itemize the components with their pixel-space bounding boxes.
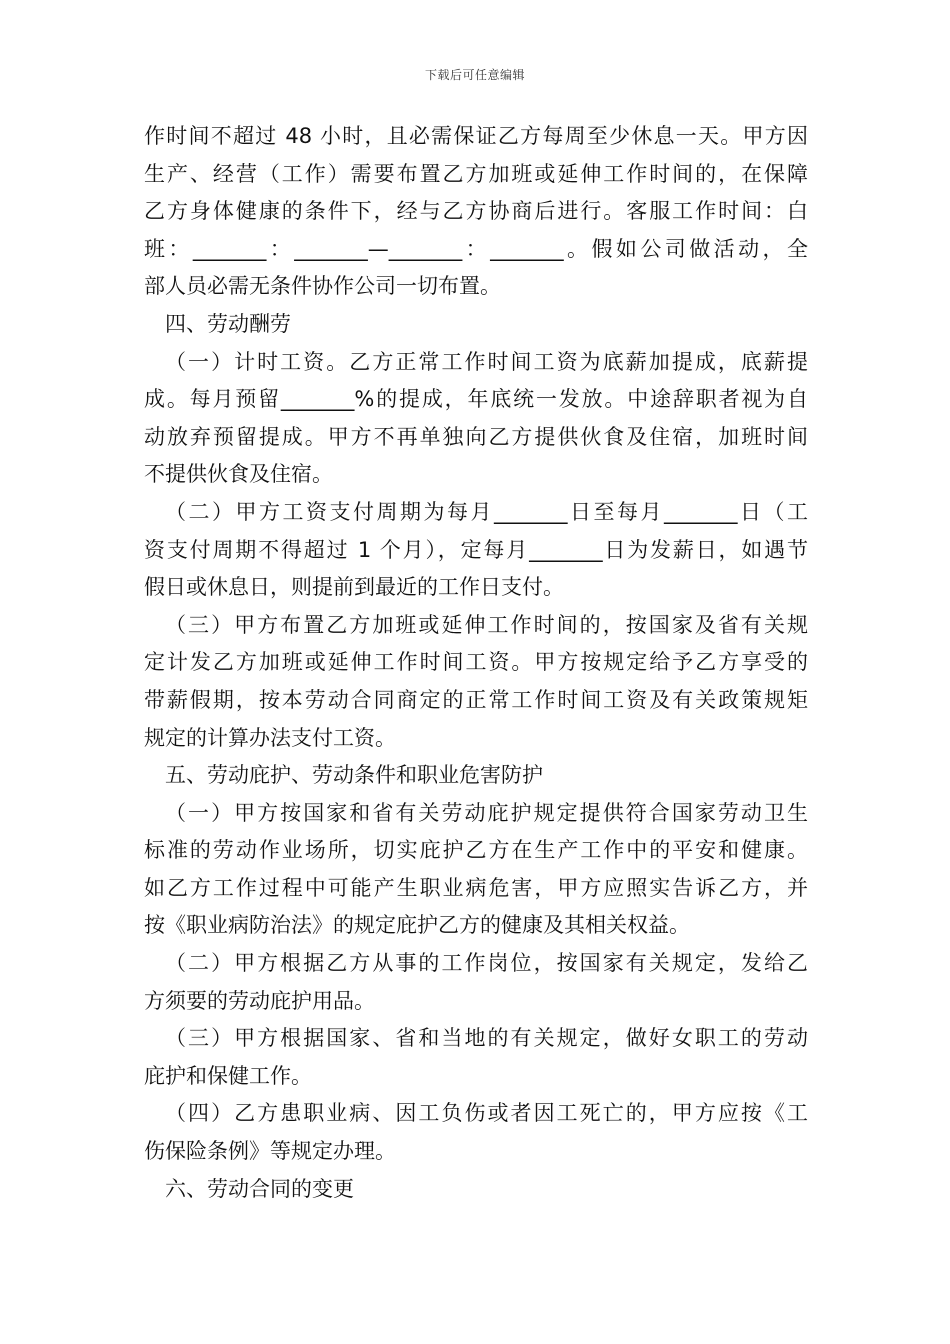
text-line: 标准的劳动作业场所，切实庇护乙方在生产工作中的平安和健康。 xyxy=(144,838,808,863)
text-line: （四）乙方患职业病、因工负伤或者因工死亡的，甲方应按《工 xyxy=(165,1101,808,1126)
text-line: 方须要的劳动庇护用品。 xyxy=(144,988,375,1013)
text-line: 假日或休息日，则提前到最近的工作日支付。 xyxy=(144,575,564,600)
text-line: 成。每月预留_______%的提成，年底统一发放。中途辞职者视为自 xyxy=(144,387,808,412)
text-line: 规定的计算办法支付工资。 xyxy=(144,725,396,750)
document-body xyxy=(144,118,808,1208)
text-line: （一）计时工资。乙方正常工作时间工资为底薪加提成，底薪提 xyxy=(165,349,808,374)
text-line: （二）甲方根据乙方从事的工作岗位，按国家有关规定，发给乙 xyxy=(165,951,808,976)
text-line: 伤保险条例》等规定办理。 xyxy=(144,1139,396,1164)
text-line: 动放弃预留提成。甲方不再单独向乙方提供伙食及住宿，加班时间 xyxy=(144,424,808,449)
text-line: （三）甲方布置乙方加班或延伸工作时间的，按国家及省有关规 xyxy=(165,612,808,637)
header-note: 下载后可任意编辑 xyxy=(424,68,525,82)
text-line: 定计发乙方加班或延伸工作时间工资。甲方按规定给予乙方享受的 xyxy=(144,650,808,675)
text-line: 作时间不超过 48 小时，且必需保证乙方每周至少休息一天。甲方因 xyxy=(144,124,808,148)
text-line: （一）甲方按国家和省有关劳动庇护规定提供符合国家劳动卫生 xyxy=(165,800,808,825)
text-line: （二）甲方工资支付周期为每月_______日至每月_______日（工 xyxy=(165,499,808,524)
text-line: 班：_______：_______—_______：_______。假如公司做活动，全 xyxy=(144,236,808,261)
text-line: 六、劳动合同的变更 xyxy=(165,1176,354,1201)
text-line: 按《职业病防治法》的规定庇护乙方的健康及其相关权益。 xyxy=(144,913,690,938)
text-line: 如乙方工作过程中可能产生职业病危害，甲方应照实告诉乙方，并 xyxy=(144,875,808,900)
text-line: 庇护和保健工作。 xyxy=(144,1063,312,1088)
text-line: 部人员必需无条件协作公司一切布置。 xyxy=(144,274,501,299)
text-line: 四、劳动酬劳 xyxy=(165,311,291,336)
text-line: 五、劳动庇护、劳动条件和职业危害防护 xyxy=(165,763,543,788)
text-line: 带薪假期，按本劳动合同商定的正常工作时间工资及有关政策规矩 xyxy=(144,687,808,712)
text-line: 乙方身体健康的条件下，经与乙方协商后进行。客服工作时间：白 xyxy=(144,199,808,224)
text-line: （三）甲方根据国家、省和当地的有关规定，做好女职工的劳动 xyxy=(165,1026,808,1051)
text-line: 生产、经营（工作）需要布置乙方加班或延伸工作时间的，在保障 xyxy=(144,161,808,186)
text-line: 资支付周期不得超过 1 个月），定每月_______日为发薪日，如遇节 xyxy=(144,537,808,562)
text-line: 不提供伙食及住宿。 xyxy=(144,462,333,487)
